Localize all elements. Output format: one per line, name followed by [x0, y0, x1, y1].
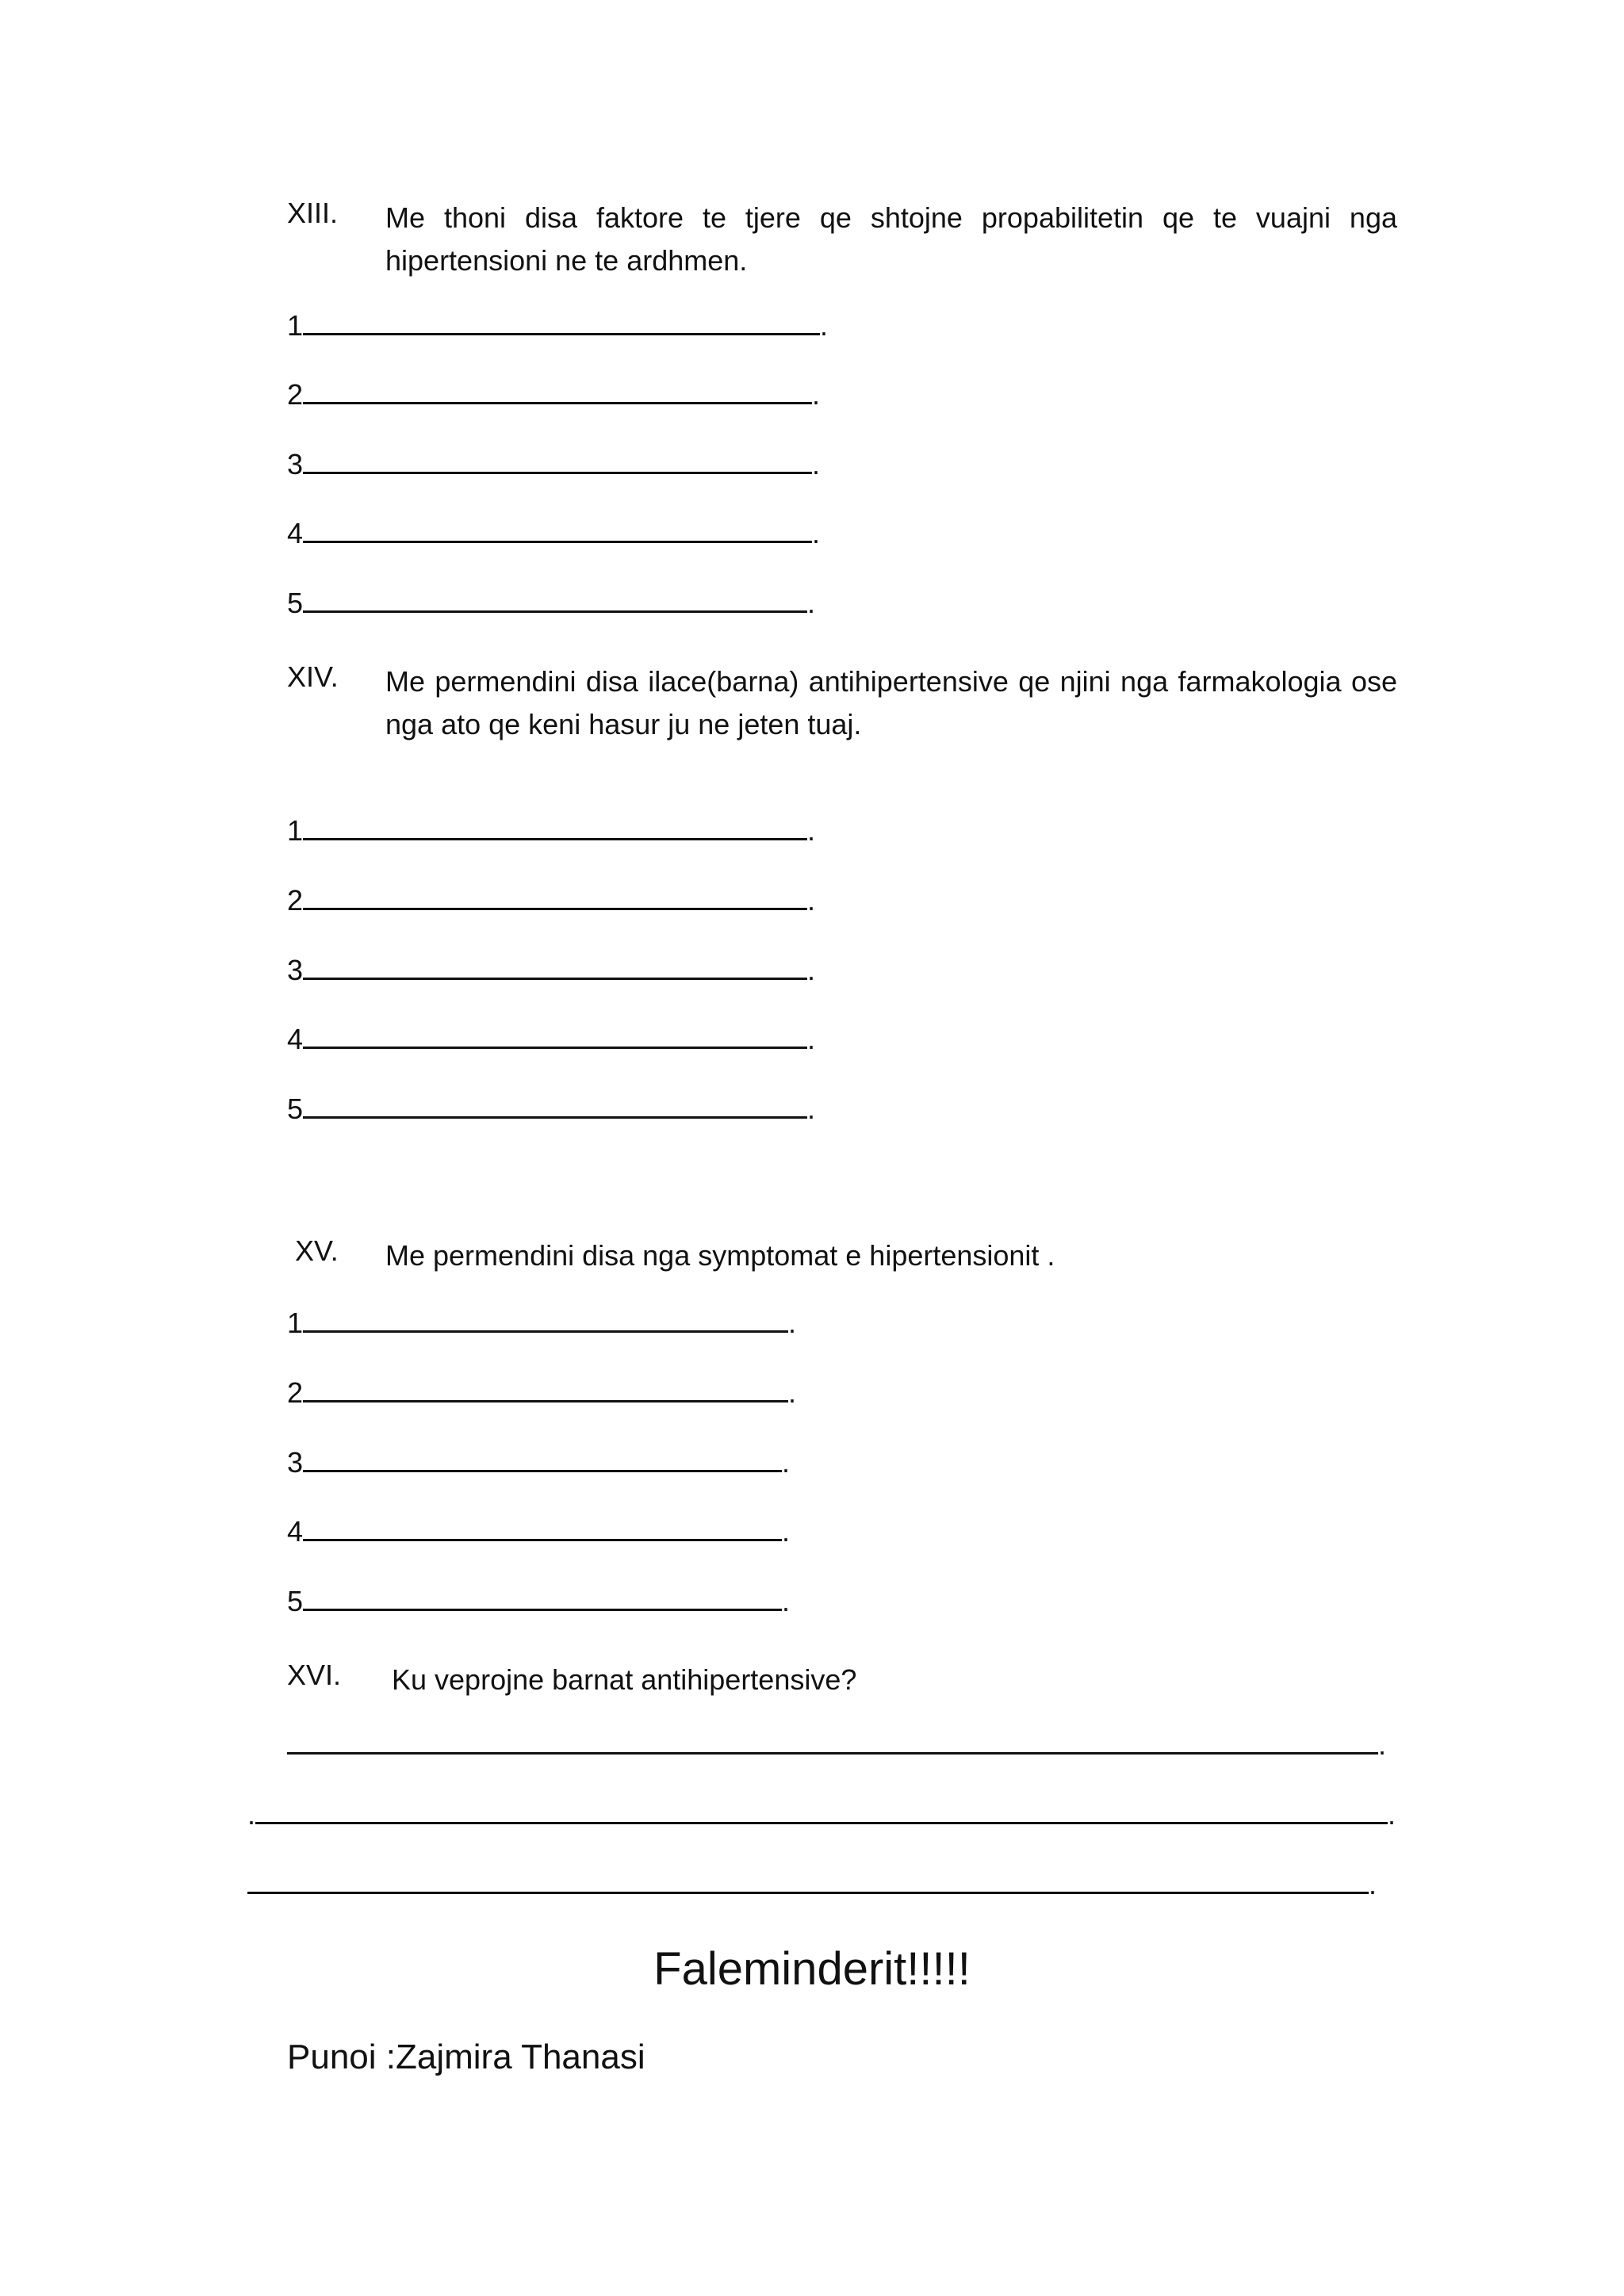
blank-line[interactable]	[303, 1515, 782, 1541]
answer-line[interactable]: 4 .	[287, 517, 821, 549]
blank-line[interactable]	[303, 814, 807, 840]
free-answer-line[interactable]: .	[247, 1868, 1377, 1901]
blank-line[interactable]	[303, 448, 812, 474]
answer-line[interactable]: 3 .	[287, 448, 821, 480]
blank-line[interactable]	[303, 309, 820, 335]
answer-line[interactable]: 3 .	[287, 954, 816, 986]
blank-line[interactable]	[303, 517, 812, 543]
question-text: Me thoni disa faktore te tjere qe shtojne propabilitetin qe te vuajni nga hipertensioni ne te ardhmen.	[385, 201, 1397, 277]
blank-line[interactable]	[303, 1023, 807, 1049]
answer-line[interactable]: 5 .	[287, 587, 816, 619]
blank-line[interactable]	[247, 1868, 1369, 1894]
blank-line[interactable]	[303, 587, 807, 613]
answer-line[interactable]: 4 .	[287, 1023, 816, 1055]
answer-line[interactable]: 5 .	[287, 1585, 791, 1617]
question-number: XVI.	[287, 1659, 342, 1691]
blank-line[interactable]	[303, 1585, 782, 1611]
answer-line[interactable]: 4 .	[287, 1515, 791, 1548]
blank-line[interactable]	[255, 1798, 1388, 1824]
answer-line[interactable]: 3 .	[287, 1446, 791, 1479]
question-text: Ku veprojne barnat antihipertensive?	[392, 1663, 857, 1696]
answer-line[interactable]: 5 .	[287, 1093, 816, 1125]
question-text: Me permendini disa nga symptomat e hipertensionit .	[385, 1239, 1055, 1272]
answer-line[interactable]: 2 .	[287, 378, 821, 411]
free-answer-line[interactable]: .	[287, 1728, 1386, 1762]
answer-line[interactable]: 2 .	[287, 1376, 797, 1409]
answer-line[interactable]: 1 .	[287, 1307, 797, 1339]
author-credit: Punoi :Zajmira Thanasi	[287, 2038, 645, 2076]
answer-line[interactable]: 2 .	[287, 884, 816, 916]
blank-line[interactable]	[303, 1376, 788, 1402]
question-number: XIV.	[287, 660, 339, 693]
blank-line[interactable]	[303, 954, 807, 980]
blank-line[interactable]	[303, 1446, 782, 1472]
blank-line[interactable]	[303, 1093, 807, 1119]
thanks-heading: Faleminderit!!!!!	[653, 1943, 971, 1995]
blank-line[interactable]	[303, 378, 812, 404]
question-number: XIII.	[287, 197, 339, 229]
blank-line[interactable]	[303, 1307, 788, 1333]
question-number: XV.	[295, 1234, 339, 1267]
answer-line[interactable]: 1 .	[287, 309, 829, 342]
blank-line[interactable]	[287, 1728, 1378, 1755]
free-answer-line[interactable]: . .	[247, 1798, 1396, 1831]
blank-line[interactable]	[303, 884, 807, 910]
question-text: Me permendini disa ilace(barna) antihipertensive qe njini nga farmakologia ose nga ato qe keni hasur ju ne jeten tuaj.	[385, 665, 1397, 740]
answer-line[interactable]: 1 .	[287, 814, 816, 847]
